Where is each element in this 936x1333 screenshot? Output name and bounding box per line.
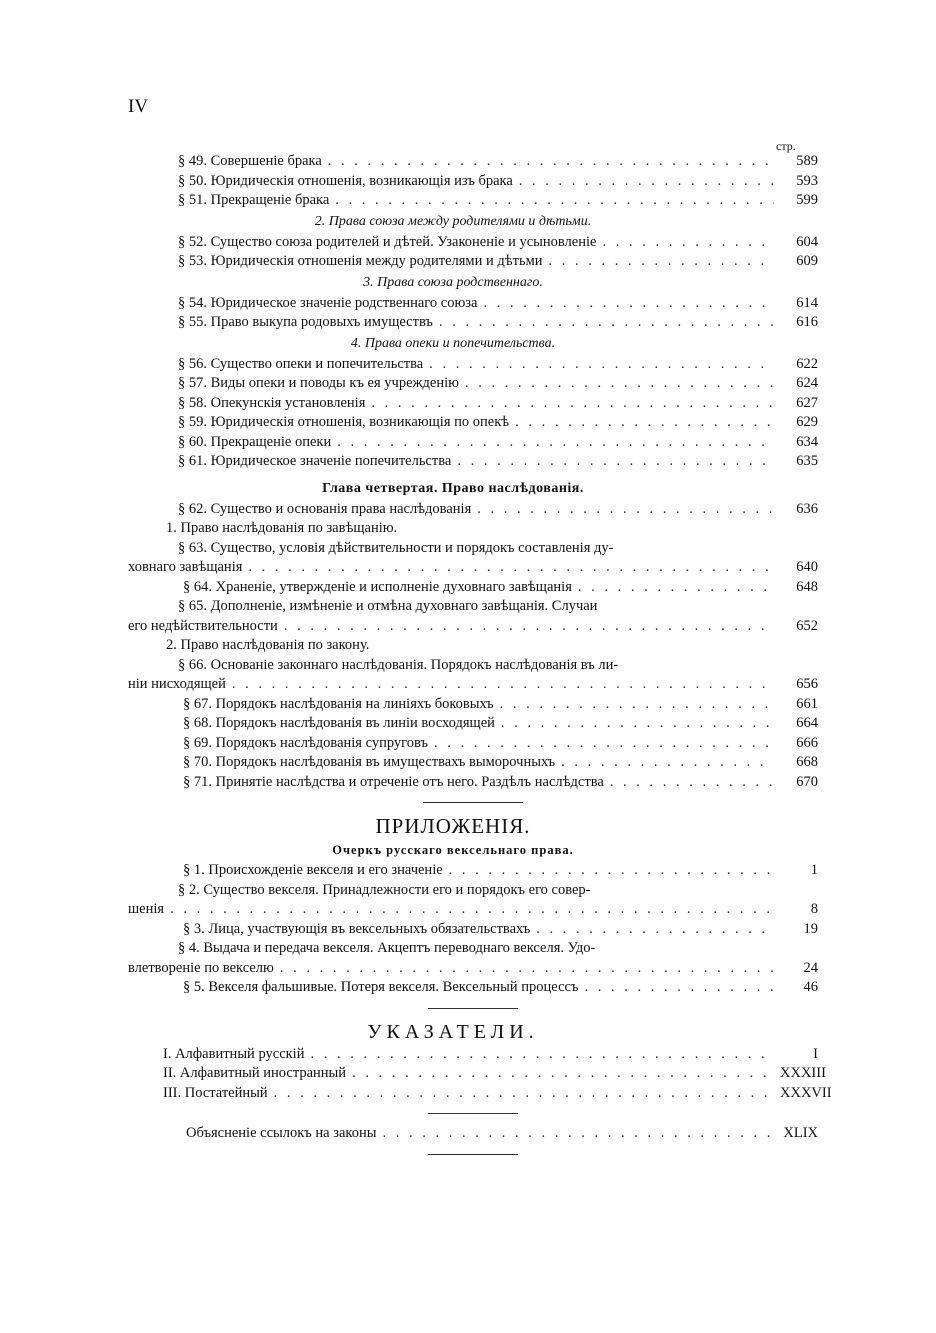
toc-entry[interactable] — [128, 452, 818, 472]
leader-dots — [170, 900, 774, 920]
toc-entry[interactable] — [128, 294, 818, 314]
entry-text: § 69. Порядокъ наслѣдованія супруговъ — [183, 734, 428, 751]
leader-dots — [457, 452, 774, 472]
toc-entry[interactable] — [128, 1084, 832, 1104]
entry-page: 604 — [796, 233, 818, 250]
entry-text: § 5. Векселя фальшивые. Потеря векселя. Вексельный процессъ — [183, 979, 579, 995]
entry-page: 635 — [796, 453, 818, 469]
entry-text: § 55. Право выкупа родовыхъ имуществъ — [178, 314, 433, 330]
entry-page: I — [813, 1045, 818, 1062]
toc-entry[interactable] — [128, 413, 818, 433]
entry-page: XXXVII — [780, 1084, 832, 1101]
leader-dots — [610, 773, 774, 793]
entry-page: 634 — [796, 433, 818, 450]
leader-dots — [335, 191, 774, 211]
toc-entry[interactable] — [128, 558, 818, 578]
leader-dots — [232, 675, 774, 695]
leader-dots — [248, 558, 774, 578]
entry-page: XXXIII — [780, 1065, 826, 1081]
appendix-subheading: Очеркъ русскаго вексельнаго права. — [332, 843, 574, 857]
toc-entry[interactable] — [128, 695, 818, 715]
entry-text: § 54. Юридическое значеніе родственнаго союза — [178, 294, 478, 311]
leader-dots — [328, 152, 774, 172]
leader-dots — [310, 1045, 774, 1065]
leader-dots — [500, 695, 774, 715]
part-heading: 1. Право наслѣдованія по завѣщанію. — [166, 520, 398, 536]
entry-text: ховнаго завѣщанія — [128, 559, 243, 575]
entry-text: § 1. Происхожденіе векселя и его значеніе — [183, 862, 443, 878]
part-heading: 2. Право наслѣдованія по закону. — [166, 637, 370, 653]
entry-page: 666 — [796, 734, 818, 751]
toc-entry[interactable] — [128, 172, 818, 192]
entry-text: § 71. Принятіе наслѣдства и отреченіе отъ него. Раздѣлъ наслѣдства — [183, 773, 604, 790]
leader-dots — [515, 413, 774, 433]
leader-dots — [578, 578, 774, 598]
entry-page: 609 — [796, 253, 818, 269]
leader-dots — [519, 172, 774, 192]
entry-text: его недѣйствительности — [128, 617, 278, 634]
entry-page: 614 — [796, 294, 818, 311]
entry-text: § 56. Существо опеки и попечительства — [178, 355, 424, 372]
entry-text: § 53. Юридическія отношенія между родителями и дѣтьми — [178, 253, 543, 269]
toc-entry[interactable] — [128, 734, 818, 754]
entry-text: II. Алфавитный иностранный — [163, 1065, 347, 1081]
toc-entry-line[interactable]: § 4. Выдача и передача векселя. Акцептъ переводнаго векселя. Удо- — [178, 940, 596, 956]
entry-page: 8 — [810, 901, 818, 917]
toc-entry[interactable] — [128, 152, 818, 172]
toc-entry[interactable] — [128, 1064, 826, 1084]
leader-dots — [465, 374, 774, 394]
toc-entry[interactable] — [128, 978, 818, 998]
entry-text: § 3. Лица, участвующія въ вексельныхъ обязательствахъ — [183, 920, 531, 937]
toc-entry[interactable] — [128, 675, 818, 695]
toc-entry[interactable] — [128, 394, 818, 414]
entry-page: 1 — [810, 862, 818, 878]
entry-page: XLIX — [783, 1125, 818, 1141]
leader-dots — [584, 978, 774, 998]
toc-entry[interactable] — [128, 1124, 818, 1144]
divider — [428, 1154, 518, 1155]
entry-page: 593 — [796, 172, 818, 189]
leader-dots — [439, 313, 774, 333]
entry-text: § 50. Юридическія отношенія, возникающія изъ брака — [178, 172, 513, 189]
toc-entry[interactable] — [128, 233, 818, 253]
entry-text: Объясненіе ссылокъ на законы — [186, 1125, 377, 1141]
entry-page: 19 — [803, 920, 818, 937]
entry-text: III. Постатейный — [163, 1084, 268, 1101]
entry-page: 640 — [796, 559, 818, 575]
entry-text: § 70. Порядокъ наслѣдованія въ имуществахъ выморочныхъ — [183, 754, 556, 770]
toc-entry[interactable] — [128, 252, 818, 272]
entry-text: I. Алфавитный русскій — [163, 1045, 305, 1062]
entry-page: 670 — [796, 773, 818, 790]
leader-dots — [337, 433, 774, 453]
entry-text: § 62. Существо и основанія права наслѣдованія — [178, 500, 472, 517]
toc-entry[interactable] — [128, 861, 818, 881]
toc-entry[interactable] — [128, 1045, 818, 1065]
entry-text: § 57. Виды опеки и поводы къ ея учрежденію — [178, 375, 459, 391]
toc-entry[interactable] — [128, 753, 818, 773]
leader-dots — [501, 714, 774, 734]
page-column-label: стр. — [776, 139, 796, 153]
entry-text: § 67. Порядокъ наслѣдованія на линіяхъ боковыхъ — [183, 695, 494, 712]
entry-text: § 51. Прекращеніе брака — [178, 192, 330, 208]
leader-dots — [284, 617, 774, 637]
leader-dots — [483, 294, 774, 314]
leader-dots — [352, 1064, 774, 1084]
leader-dots — [280, 959, 774, 979]
entry-page: 656 — [796, 676, 818, 692]
leader-dots — [477, 500, 774, 520]
entry-page: 627 — [796, 394, 818, 411]
entry-text: § 68. Порядокъ наслѣдованія въ линіи восходящей — [183, 715, 495, 731]
table-of-contents — [128, 152, 832, 1165]
entry-page: 24 — [803, 959, 818, 976]
entry-page: 652 — [796, 617, 818, 634]
leader-dots — [449, 861, 774, 881]
toc-entry[interactable] — [128, 714, 818, 734]
entry-page: 668 — [796, 754, 818, 770]
leader-dots — [274, 1084, 774, 1104]
entry-text: § 52. Существо союза родителей и дѣтей. Узаконеніе и усыновленіе — [178, 233, 597, 250]
entry-page: 589 — [796, 153, 818, 169]
entry-page: 636 — [796, 500, 818, 517]
toc-entry[interactable] — [128, 374, 818, 394]
divider — [423, 802, 523, 803]
toc-entry-line[interactable]: § 65. Дополненіе, измѣненіе и отмѣна духовнаго завѣщанія. Случаи — [178, 598, 598, 614]
section-heading: 4. Права опеки и попечительства. — [350, 335, 556, 351]
entry-text: § 49. Совершеніе брака — [178, 153, 322, 169]
indexes-heading: УКАЗАТЕЛИ. — [367, 1020, 539, 1043]
toc-entry[interactable] — [128, 617, 818, 637]
entry-page: 622 — [796, 355, 818, 372]
appendix-heading: ПРИЛОЖЕНІЯ. — [375, 814, 531, 838]
toc-entry[interactable] — [128, 500, 818, 520]
entry-page: 664 — [796, 715, 818, 731]
leader-dots — [429, 355, 774, 375]
entry-text: § 61. Юридическое значеніе попечительства — [178, 453, 452, 469]
section-heading: 2. Права союза между родителями и дѣтьми. — [314, 213, 592, 229]
entry-page: 648 — [796, 578, 818, 595]
toc-entry[interactable] — [128, 578, 818, 598]
toc-entry[interactable] — [128, 773, 818, 793]
entry-text: § 64. Храненіе, утвержденіе и исполненіе духовнаго завѣщанія — [183, 578, 572, 595]
divider — [428, 1113, 518, 1114]
toc-entry-line[interactable]: § 63. Существо, условія дѣйствительности и порядокъ составленія ду- — [178, 539, 614, 556]
toc-entry[interactable] — [128, 900, 818, 920]
toc-entry[interactable] — [128, 433, 818, 453]
entry-page: 629 — [796, 414, 818, 430]
entry-page: 599 — [796, 192, 818, 208]
toc-entry[interactable] — [128, 959, 818, 979]
chapter-heading: Глава четвертая. Право наслѣдованія. — [322, 480, 584, 496]
toc-entry-line[interactable]: § 2. Существо векселя. Принадлежности его и порядокъ его совер- — [178, 881, 591, 898]
leader-dots — [561, 753, 774, 773]
toc-entry[interactable] — [128, 313, 818, 333]
entry-text: влетвореніе по векселю — [128, 959, 274, 976]
entry-page: 616 — [796, 314, 818, 330]
page-number: IV — [128, 96, 149, 117]
entry-page: 661 — [796, 695, 818, 712]
leader-dots — [371, 394, 774, 414]
section-heading: 3. Права союза родственнаго. — [363, 274, 543, 290]
divider — [428, 1008, 518, 1009]
entry-text: ніи нисходящей — [128, 676, 226, 692]
leader-dots — [602, 233, 774, 253]
entry-text: шенія — [128, 901, 165, 917]
toc-entry[interactable] — [128, 191, 818, 211]
entry-text: § 58. Опекунскія установленія — [178, 394, 366, 411]
leader-dots — [536, 920, 774, 940]
entry-text: § 60. Прекращеніе опеки — [178, 433, 332, 450]
entry-page: 46 — [803, 979, 818, 995]
leader-dots — [434, 734, 774, 754]
leader-dots — [382, 1124, 774, 1144]
toc-entry[interactable] — [128, 355, 818, 375]
entry-text: § 59. Юридическія отношенія, возникающія по опекѣ — [178, 414, 510, 430]
toc-entry[interactable] — [128, 920, 818, 940]
entry-page: 624 — [796, 375, 818, 391]
toc-entry-line[interactable]: § 66. Основаніе законнаго наслѣдованія. Порядокъ наслѣдованія въ ли- — [178, 656, 619, 673]
leader-dots — [549, 252, 774, 272]
